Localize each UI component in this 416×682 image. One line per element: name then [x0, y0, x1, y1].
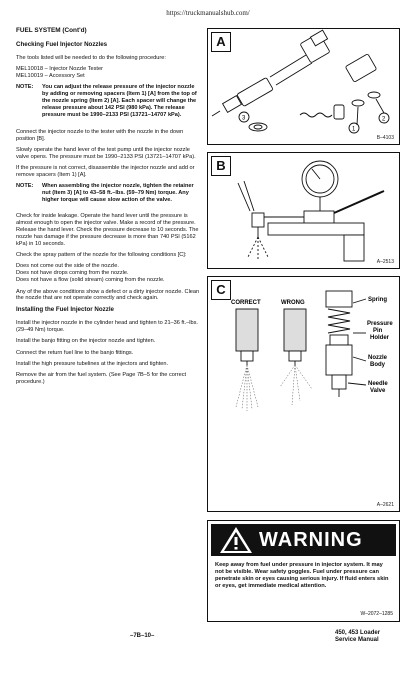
paragraph-spray: Check the spray pattern of the nozzle for the following conditions [C]: [16, 252, 187, 259]
paragraph-leakage: Check for inside leakage. Operate the hand lever until the pressure is almost enough to open the injector valve. Make a record of the pressure. Release the hand lever. Check the pressure decrease to 10 seconds. The nozzle has damage if the pressure decrease is more than 740 PSI (5162 kPa) in 10 seconds. [16, 213, 199, 247]
note-text: You can adjust the release pressure of the injector nozzle by adding or removing spacers (Item 1) [A] from the top of the nozzle spring (Item 2) [A]. Each spacer will change the release pressure about 142 PSI (980 kPa). The release pressure must be 1990–2133 PSI (13721–14707 kPa). [42, 84, 197, 118]
figure-label: A [211, 32, 231, 52]
install-step-3: Connect the return fuel line to the banjo fittings. [16, 349, 134, 356]
figure-id: B–4103 [376, 135, 394, 141]
warning-header [211, 524, 396, 556]
spray-pattern-illustration [208, 277, 399, 511]
source-url[interactable]: https://truckmanualshub.com/ [166, 9, 250, 17]
footer-model [335, 630, 380, 644]
install-step-2: Install the banjo fitting on the injector nozzle and tighten. [16, 338, 156, 345]
figure-label: C [211, 280, 231, 300]
paragraph-pressure: If the pressure is not correct, disassemble the injector nozzle and add or remove spacers (Item 1) [A]. [16, 165, 195, 179]
paragraph-operate: Slowly operate the hand lever of the test pump until the injector nozzle valve opens. The pressure must be 1990–2133 PSI (13721–14707 kPa). [16, 147, 196, 160]
section-title: FUEL SYSTEM (Cont'd) [16, 27, 87, 34]
note-text: When assembling the injector nozzle, tighten the retainer nut (Item 3) [A] to 43–58 ft.–lbs. (59–79 Nm) torque. Any higher torque will cause slow action of the valve. [42, 183, 194, 204]
part-valve: Valve [370, 388, 386, 394]
figure-id: A–2513 [376, 259, 394, 265]
figure-id: A–2621 [376, 502, 394, 508]
paragraph-connect: Connect the injector nozzle to the tester with the nozzle in the down position [B]. [16, 128, 184, 142]
part-pressure: Pressure [367, 321, 393, 327]
part-nozzle: Nozzle [368, 355, 388, 361]
figure-b [207, 152, 400, 269]
note-label: NOTE: [16, 183, 34, 190]
tool-item-1: MEL10018 – Injector Nozzle Tester [16, 66, 103, 73]
warning-box [207, 520, 400, 622]
warning-id: W–2072–1285 [360, 611, 393, 617]
install-step-1: Install the injector nozzle in the cylinder head and tighten to 21–36 ft.–lbs. (29–49 Nm) torque. [16, 320, 198, 334]
wrong-label: WRONG [281, 300, 305, 306]
nozzle-exploded-illustration [208, 29, 399, 144]
figure-c [207, 276, 400, 512]
part-holder: Holder [370, 335, 390, 341]
part-spring: Spring [368, 297, 387, 303]
subheading-checking: Checking Fuel Injector Nozzles [16, 40, 108, 48]
correct-label: CORRECT [231, 300, 261, 306]
callout-1: 1 [352, 126, 356, 133]
part-body: Body [370, 362, 385, 368]
warning-text: Keep away from fuel under pressure in injector system. It may not be visible. Wear safety goggles. Fuel under pressure can penetrate skin or eyes causing serious injury. If fluid enters skin or eyes, get immediate medical attention. [215, 562, 389, 589]
manual-name: Service Manual [335, 637, 379, 643]
condition-2: Does not have drops coming from the nozzle. [16, 270, 129, 277]
subheading-installing: Installing the Fuel Injector Nozzle [16, 306, 114, 314]
install-step-5: Remove the air from the fuel system. (See Page 7B–5 for the correct procedure.) [16, 372, 187, 386]
callout-3: 3 [242, 115, 246, 122]
warning-triangle-icon [219, 525, 253, 555]
paragraph-tools: The tools listed will be needed to do the following procedure: [16, 54, 166, 61]
model-name: 450, 453 Loader [335, 630, 381, 636]
condition-1: Does not come out the side of the nozzle. [16, 263, 119, 270]
nozzle-tester-illustration [208, 153, 399, 268]
tool-item-2: MEL10019 – Accessory Set [16, 73, 85, 80]
part-pin: Pin [373, 328, 383, 334]
paragraph-defect: Any of the above conditions show a defect or a dirty injector nozzle. Clean the nozzle that are not operate correctly and check again. [16, 288, 200, 302]
note-spacers [16, 84, 200, 119]
callout-2: 2 [382, 116, 386, 123]
figure-a [207, 28, 400, 145]
note-assembly [16, 183, 200, 204]
part-needle: Needle [368, 381, 388, 387]
condition-3: Does not have a flow (solid stream) coming from the nozzle. [16, 277, 165, 284]
text-column [16, 28, 200, 391]
figure-label: B [211, 156, 231, 176]
install-step-4: Install the high pressure tubelines at the injectors and tighten. [16, 361, 169, 368]
page-number: –7B–10– [130, 633, 155, 639]
note-label: NOTE: [16, 84, 34, 91]
warning-title: WARNING [259, 529, 363, 551]
